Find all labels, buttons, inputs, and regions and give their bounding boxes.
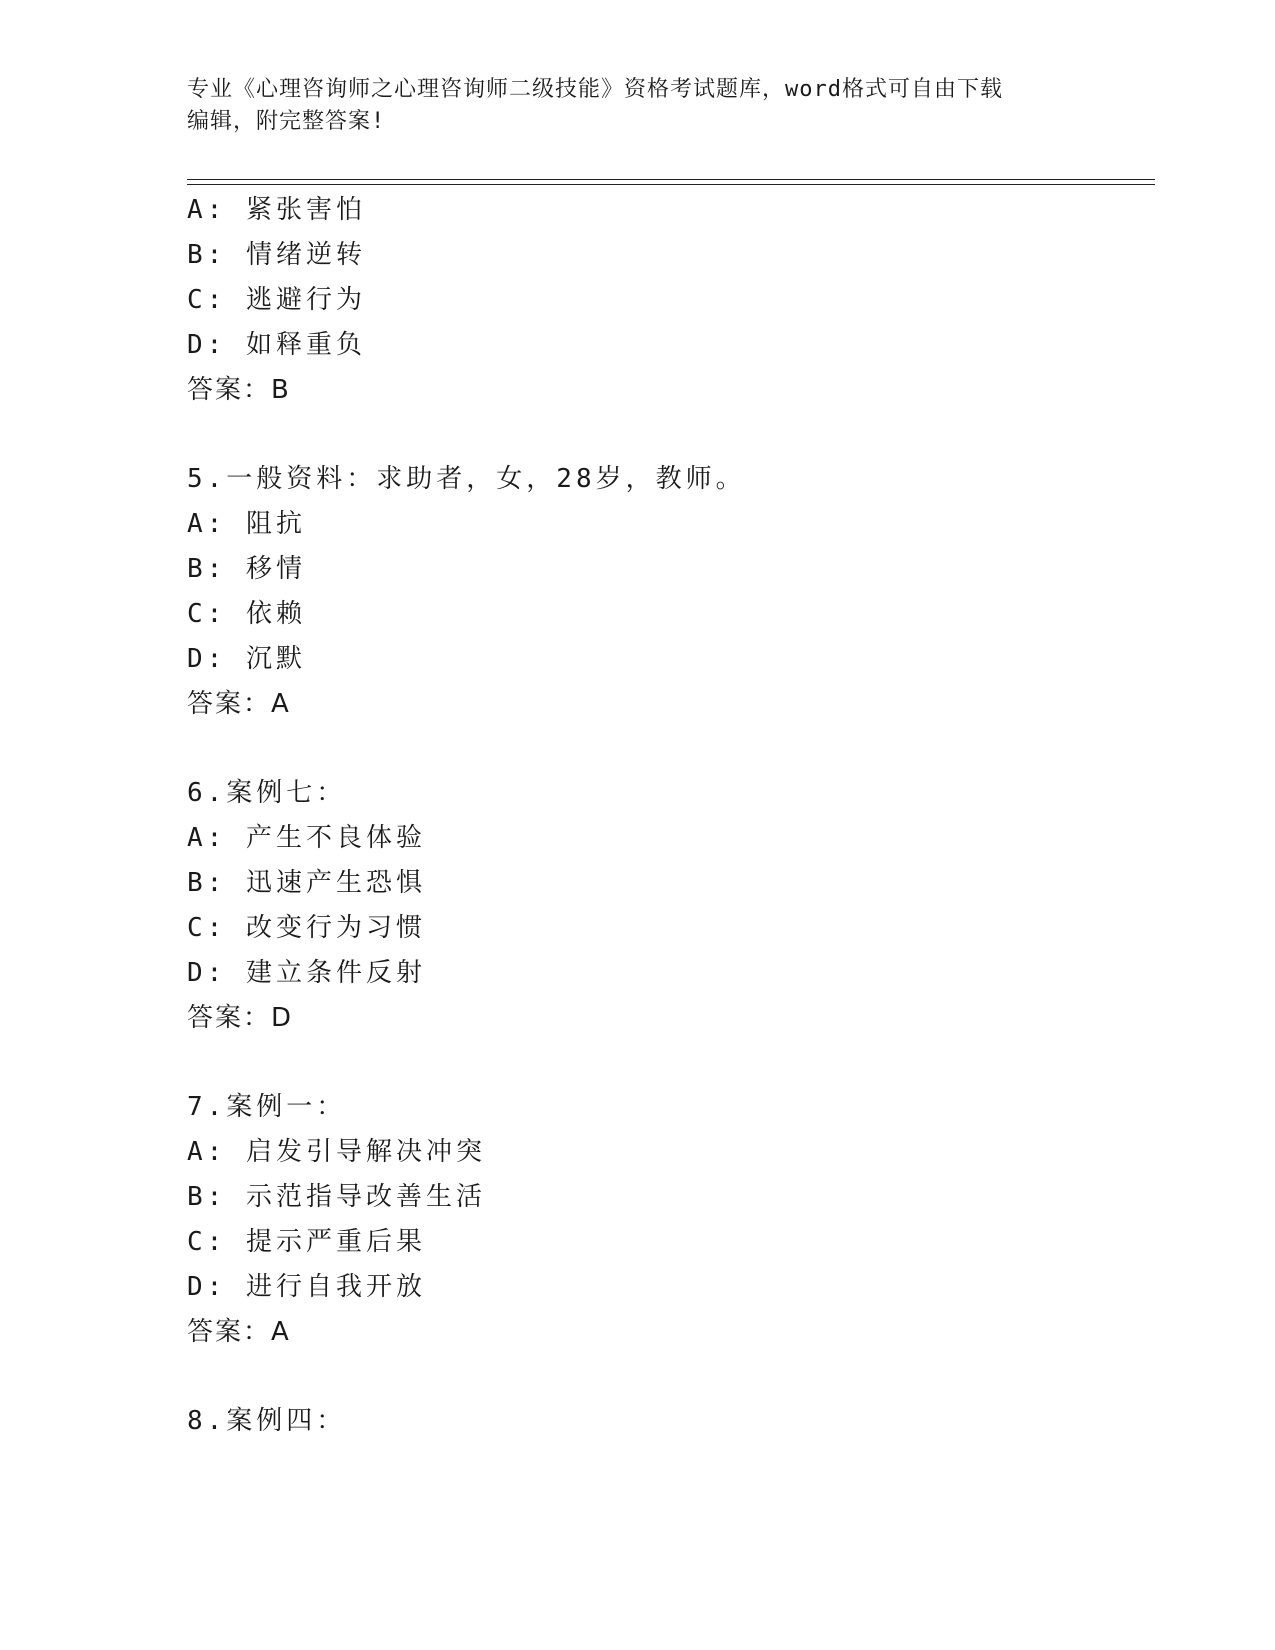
q7-option-c: C: 提示严重后果: [187, 1227, 426, 1257]
q6-option-c: C: 改变行为习惯: [187, 913, 426, 943]
q6-option-b: B: 迅速产生恐惧: [187, 868, 426, 898]
q6-answer: 答案：D: [187, 1003, 294, 1033]
q7-question: 7.案例一：: [187, 1092, 347, 1122]
q7-answer: 答案：A: [187, 1317, 291, 1347]
q4-option-c: C: 逃避行为: [187, 285, 366, 315]
q8-question: 8.案例四：: [187, 1406, 347, 1436]
q4-option-b: B: 情绪逆转: [187, 240, 366, 270]
q7-option-b: B: 示范指导改善生活: [187, 1182, 486, 1212]
header-divider-bottom: [187, 184, 1155, 185]
q4-option-d: D: 如释重负: [187, 330, 366, 360]
q6-question: 6.案例七：: [187, 778, 347, 808]
q4-option-a: A: 紧张害怕: [187, 195, 366, 225]
q4-answer: 答案：B: [187, 375, 291, 405]
header-line-2: 编辑，附完整答案!: [187, 109, 386, 134]
q5-option-a: A: 阻抗: [187, 509, 306, 539]
q7-option-a: A: 启发引导解决冲突: [187, 1137, 486, 1167]
q5-option-d: D: 沉默: [187, 644, 306, 674]
q5-option-b: B: 移情: [187, 554, 306, 584]
q7-option-d: D: 进行自我开放: [187, 1272, 426, 1302]
q5-question: 5.一般资料：求助者，女，28岁，教师。: [187, 464, 746, 494]
header-line-1: 专业《心理咨询师之心理咨询师二级技能》资格考试题库，word格式可自由下载: [187, 77, 1003, 102]
q6-option-d: D: 建立条件反射: [187, 958, 426, 988]
q6-option-a: A: 产生不良体验: [187, 823, 426, 853]
q5-answer: 答案：A: [187, 689, 291, 719]
header-divider-top: [187, 179, 1155, 180]
document-header: [187, 74, 1087, 138]
q5-option-c: C: 依赖: [187, 599, 306, 629]
